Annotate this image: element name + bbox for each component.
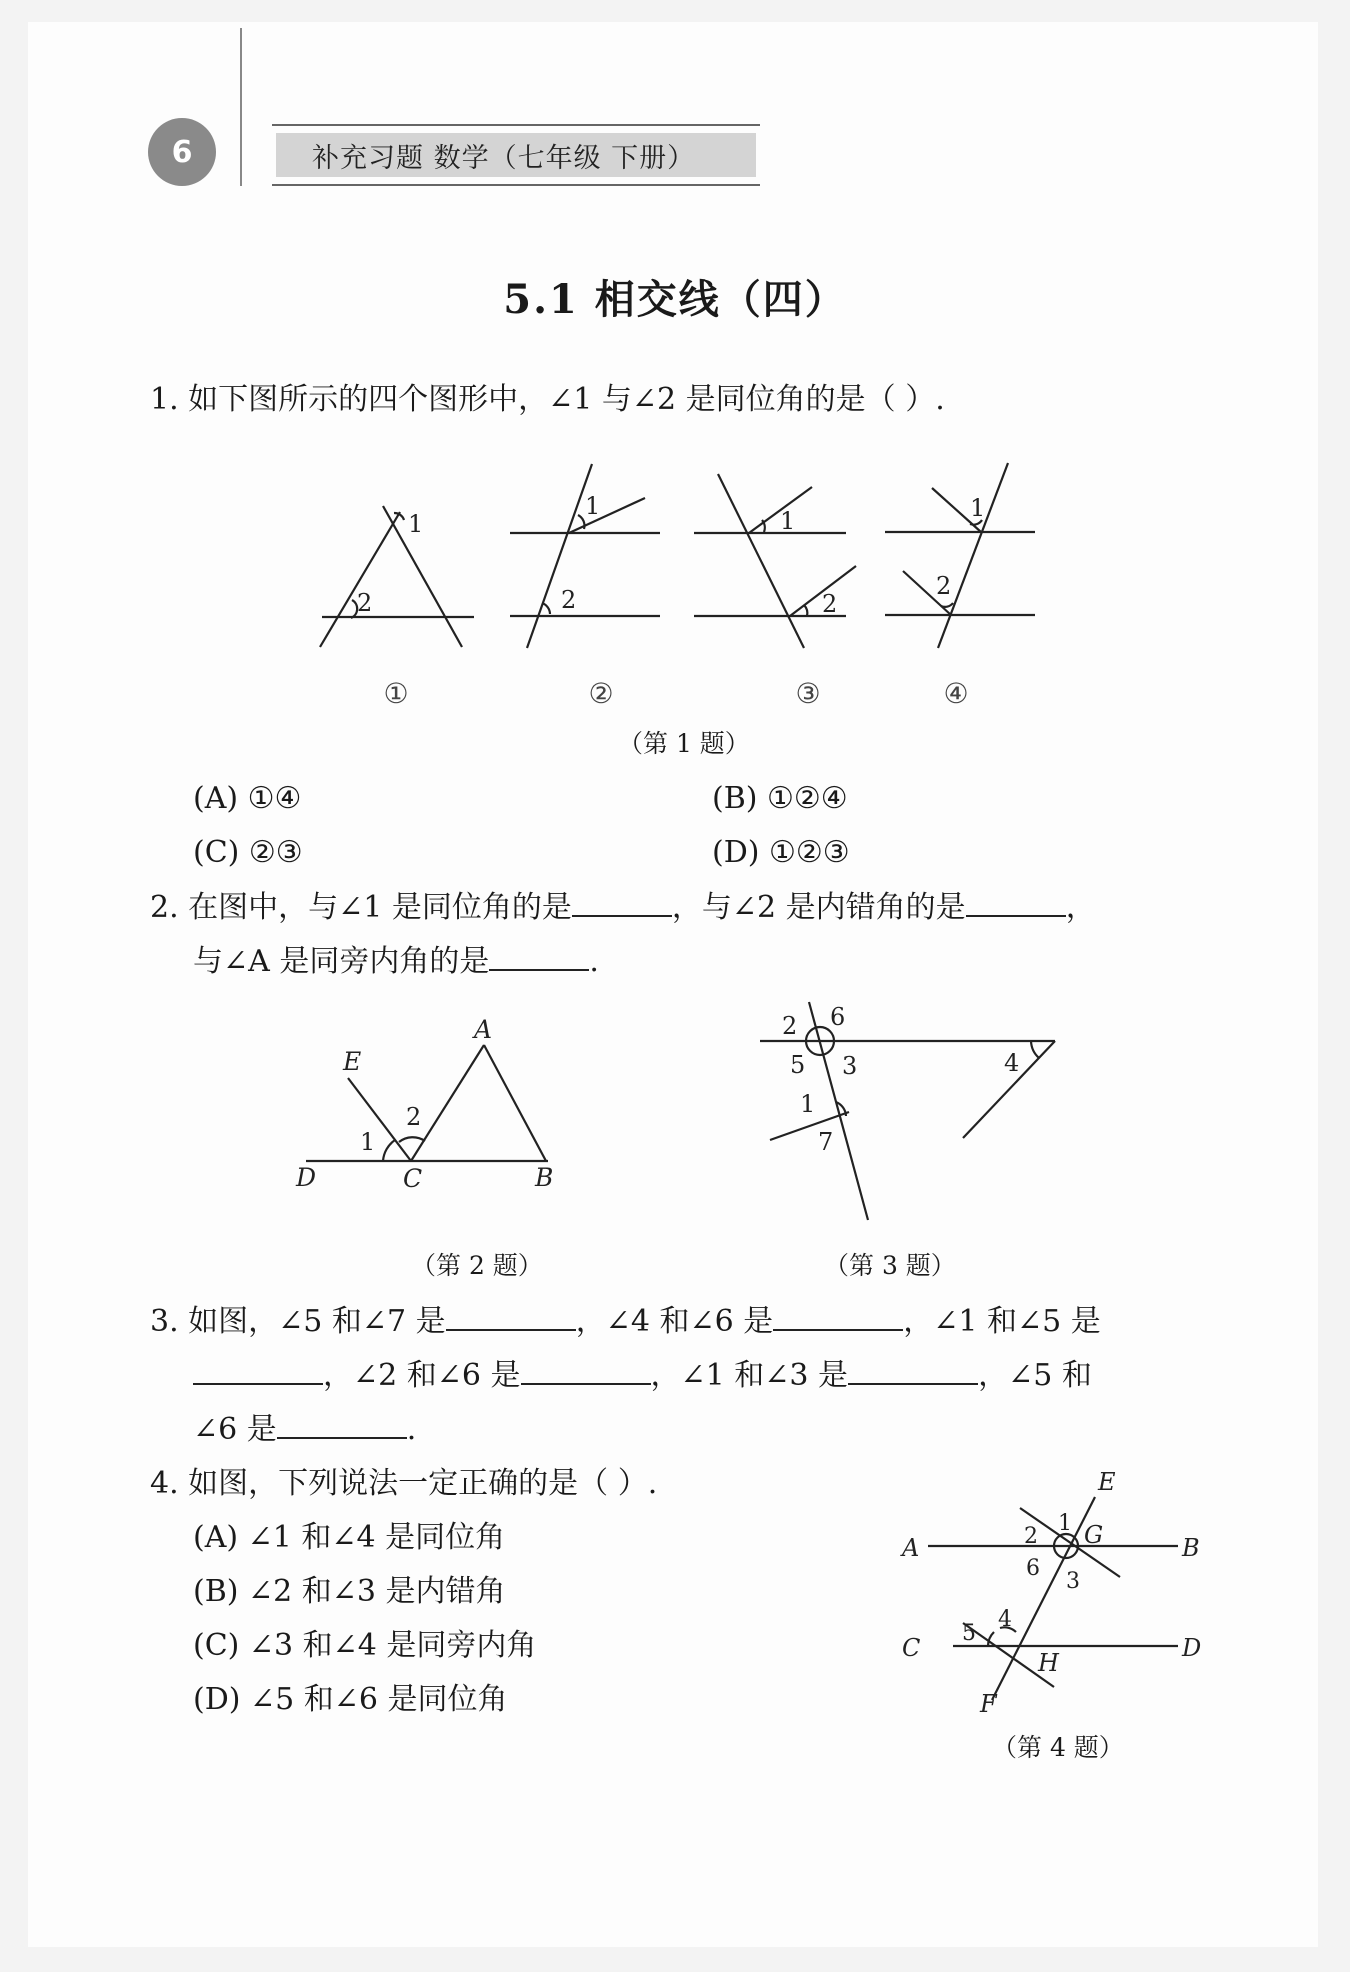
fig4-label-5: 5	[962, 1621, 976, 1646]
fig3-label-6: 6	[830, 1003, 846, 1031]
fig4-label-6: 6	[1026, 1556, 1040, 1581]
q3-text-f: ，∠5 和	[978, 1358, 1092, 1393]
fig4-label-h: H	[1038, 1649, 1059, 1677]
q4-option-a: (A) ∠1 和∠4 是同位角	[193, 1520, 506, 1555]
fig4-label-b: B	[1182, 1534, 1200, 1562]
q3-text-e: ，∠1 和∠3 是	[650, 1358, 849, 1393]
fig2-label-b: B	[535, 1163, 554, 1192]
fig3-label-3: 3	[842, 1052, 858, 1080]
q3-text-b: ，∠4 和∠6 是	[575, 1304, 774, 1339]
fig1-3-label-2: 2	[822, 590, 838, 618]
q4-option-b: (B) ∠2 和∠3 是内错角	[193, 1574, 506, 1609]
question-4-text: 4. 如图，下列说法一定正确的是（ ）.	[150, 1466, 658, 1501]
q3-text-h: .	[406, 1412, 417, 1447]
fig1-4-label-1: 1	[970, 494, 986, 522]
fig2-label-d: D	[296, 1163, 317, 1192]
q3-text-d: ，∠2 和∠6 是	[323, 1358, 521, 1393]
q1-option-a: (A) ①④	[193, 781, 302, 816]
fig1-3-label-1: 1	[780, 507, 796, 535]
question-4-caption: （第 4 题）	[992, 1733, 1124, 1762]
q1-option-c: (C) ②③	[193, 835, 303, 870]
q3-text-c: ，∠1 和∠5 是	[903, 1304, 1101, 1339]
page-number: 6	[171, 134, 193, 170]
section-title: 5.1 相交线（四）	[503, 276, 847, 323]
fig2-label-c: C	[403, 1164, 423, 1193]
question-1-caption: （第 1 题）	[618, 729, 750, 758]
fig1-2-label-2: 2	[561, 586, 577, 614]
fig4-label-a: A	[902, 1534, 920, 1562]
fig3-label-7: 7	[818, 1128, 834, 1156]
q3-text-g: ∠6 是	[193, 1412, 277, 1447]
question-1-text: 1. 如下图所示的四个图形中，∠1 与∠2 是同位角的是（ ）.	[150, 382, 945, 417]
q2-text-a: 2. 在图中，与∠1 是同位角的是	[150, 890, 572, 925]
q2-text-e: .	[589, 944, 599, 979]
fig4-label-3: 3	[1066, 1569, 1080, 1594]
q4-option-c: (C) ∠3 和∠4 是同旁内角	[193, 1628, 537, 1663]
fig4-label-e: E	[1098, 1468, 1116, 1496]
fig1-1-label-2: 2	[357, 589, 373, 617]
fig2-label-e: E	[343, 1047, 362, 1076]
fig4-label-g: G	[1084, 1521, 1104, 1549]
fig1-4-label-2: 2	[936, 572, 952, 600]
fig4-label-d: D	[1182, 1634, 1202, 1662]
fig3-label-4: 4	[1004, 1049, 1020, 1077]
q4-option-d: (D) ∠5 和∠6 是同位角	[193, 1682, 508, 1717]
fig4-label-2: 2	[1024, 1524, 1038, 1549]
q1-option-d: (D) ①②③	[712, 835, 850, 870]
fig2-label-2: 2	[406, 1103, 422, 1131]
fig1-circled-3: ③	[795, 677, 821, 710]
question-2-caption: （第 2 题）	[411, 1251, 543, 1280]
fig1-1-label-1: 1	[408, 510, 424, 538]
fig2-label-1: 1	[360, 1128, 376, 1156]
book-title: 补充习题 数学（七年级 下册）	[312, 143, 696, 174]
fig3-label-5: 5	[790, 1051, 806, 1079]
fig4-label-c: C	[902, 1634, 921, 1662]
fig2-label-a: A	[474, 1015, 493, 1044]
fig3-label-1: 1	[800, 1090, 816, 1118]
fig1-2-label-1: 1	[585, 492, 601, 520]
fig3-label-2: 2	[782, 1012, 798, 1040]
fig1-circled-1: ①	[383, 677, 409, 710]
fig4-label-1: 1	[1058, 1511, 1072, 1536]
q2-text-b: ，与∠2 是内错角的是	[671, 890, 966, 925]
q3-text-a: 3. 如图，∠5 和∠7 是	[150, 1304, 446, 1339]
q1-option-b: (B) ①②④	[712, 781, 848, 816]
question-3-caption: （第 3 题）	[824, 1251, 956, 1280]
q2-text-c: ，	[1065, 890, 1096, 925]
fig4-label-4: 4	[998, 1607, 1012, 1632]
fig4-label-f: F	[980, 1690, 997, 1718]
fig1-circled-4: ④	[943, 677, 969, 710]
fig1-circled-2: ②	[588, 677, 614, 710]
q2-text-d: 与∠A 是同旁内角的是	[193, 944, 490, 979]
